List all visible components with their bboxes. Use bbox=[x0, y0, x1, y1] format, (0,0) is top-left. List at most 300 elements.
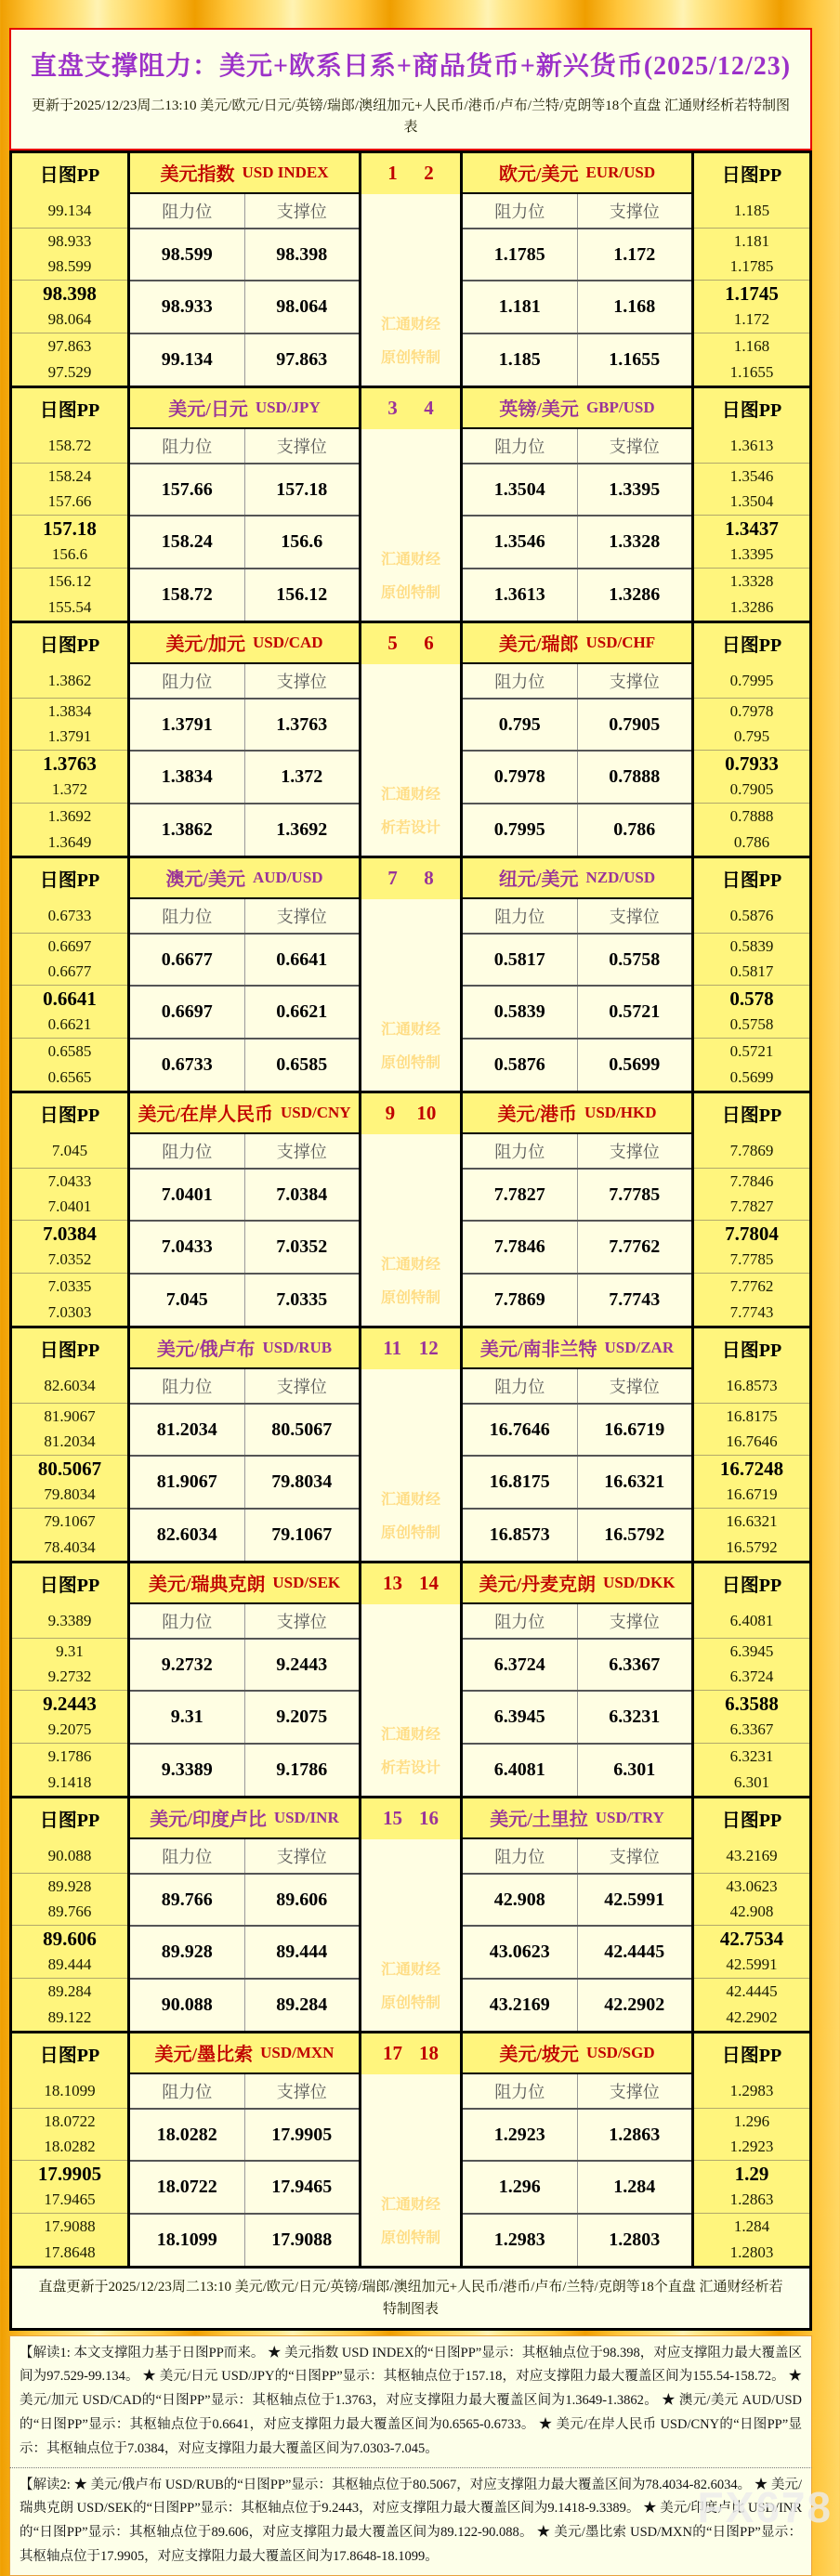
support-header: 支撑位 bbox=[577, 899, 692, 933]
pair-name-cn: 美元/土里拉 bbox=[490, 1810, 588, 1831]
pp-value: 6.3724 bbox=[729, 1667, 774, 1686]
support-value: 1.372 bbox=[244, 752, 360, 803]
level-row bbox=[463, 1875, 691, 1928]
pair-title bbox=[463, 1798, 691, 1839]
pp-pivot-value: 1.3763 bbox=[43, 752, 97, 775]
pair-title bbox=[130, 1328, 359, 1369]
pp-value: 1.3834 bbox=[47, 701, 92, 720]
pp-column-left bbox=[12, 623, 127, 856]
footer-update-line: 直盘更新于2025/12/23周二13:10 美元/欧元/日元/英镑/瑞郎/澳纽加元+人民币/港币/卢布/兰特/克朗等18个直盘 汇通财经析若特制图表 bbox=[9, 2266, 812, 2331]
resistance-value: 1.3834 bbox=[161, 766, 213, 788]
pp-column-right bbox=[694, 388, 809, 621]
brand-watermark-line2: 析若设计 bbox=[380, 819, 440, 836]
support-value: 42.2902 bbox=[577, 1980, 692, 2031]
pp-value: 7.0335 bbox=[47, 1276, 92, 1295]
pp-value: 0.6677 bbox=[47, 962, 92, 981]
resistance-value: 0.795 bbox=[498, 713, 541, 735]
pp-value: 9.2732 bbox=[47, 1667, 92, 1686]
pair-title bbox=[463, 1093, 691, 1134]
support-value: 17.9905 bbox=[244, 2110, 360, 2161]
level-row bbox=[463, 1980, 691, 2031]
support-value: 16.6321 bbox=[577, 1457, 692, 1508]
pp-header: 日图PP bbox=[721, 400, 782, 422]
pp-value: 7.045 bbox=[51, 1141, 88, 1159]
level-row bbox=[130, 464, 359, 517]
support-value: 7.7743 bbox=[577, 1275, 692, 1326]
pair-name-en: USD/SGD bbox=[585, 2043, 655, 2061]
pair-name-en: AUD/USD bbox=[253, 868, 323, 886]
pp-value: 18.0722 bbox=[44, 2112, 96, 2130]
fx678-watermark: FX678 bbox=[697, 2483, 833, 2531]
pp-value: 43.0623 bbox=[726, 1876, 778, 1895]
support-header: 支撑位 bbox=[244, 429, 360, 463]
pp-value: 156.6 bbox=[51, 545, 88, 564]
level-row bbox=[130, 1927, 359, 1980]
brand-watermark-line1: 汇通财经 bbox=[380, 2197, 440, 2214]
pp-value: 9.1786 bbox=[47, 1746, 92, 1765]
pp-value: 1.185 bbox=[733, 201, 770, 219]
pp-value: 7.0433 bbox=[47, 1171, 92, 1190]
level-row bbox=[463, 1927, 691, 1980]
pair-name-en: USD/INR bbox=[273, 1808, 339, 1826]
brand-watermark-line1: 汇通财经 bbox=[380, 1962, 440, 1979]
pp-column-left bbox=[12, 1093, 127, 1326]
pp-value: 16.8175 bbox=[726, 1406, 778, 1425]
pp-value: 1.3395 bbox=[729, 545, 774, 564]
level-row bbox=[130, 1170, 359, 1223]
level-row bbox=[463, 281, 691, 334]
pp-value: 16.8573 bbox=[726, 1376, 778, 1394]
level-row bbox=[463, 2110, 691, 2163]
level-row bbox=[463, 2215, 691, 2266]
pair-index-left: 13 bbox=[383, 1572, 402, 1595]
pp-value: 16.5792 bbox=[726, 1537, 778, 1556]
pp-value: 1.3791 bbox=[47, 727, 92, 746]
brand-watermark bbox=[381, 1249, 440, 1325]
pp-value: 17.9088 bbox=[44, 2216, 96, 2235]
resistance-header: 阻力位 bbox=[494, 437, 545, 456]
index-column bbox=[361, 388, 460, 621]
pair-name-cn: 美元/瑞郎 bbox=[498, 634, 579, 656]
note-2: 【解读2: ★ 美元/俄卢布 USD/RUB的“日图PP”显示：其枢轴点位于80.5067，对应支撑阻力最大覆盖区间为78.4034-82.6034。 ★ 美元/瑞典克朗 USD/SEK的“日图PP”显示：其枢轴点位于9.2443，对应支撑阻力最大覆盖区间为9.1418-9.3389。 ★ 美元/印度卢比 USD/INR的“日图PP”显示：其枢轴点位于89.606，对应支撑阻力最大覆盖区间为89.122-90.088。 ★ 美元/墨比索 USD/MXN的“日图PP”显示：其枢轴点位于17.9905，对应支撑阻力最大覆盖区间为17.8648-18.1099。 bbox=[9, 2467, 812, 2576]
pp-value: 1.3328 bbox=[729, 571, 774, 590]
pp-value: 17.8648 bbox=[44, 2243, 96, 2261]
resistance-value: 9.31 bbox=[170, 1706, 203, 1728]
pp-column-left bbox=[12, 1328, 127, 1561]
pair-index-right: 4 bbox=[424, 397, 434, 420]
pp-pivot-value: 17.9905 bbox=[37, 2162, 102, 2185]
pp-value: 0.5817 bbox=[729, 962, 774, 981]
pair-title bbox=[463, 623, 691, 664]
pp-value: 158.24 bbox=[47, 466, 92, 485]
resistance-header: 阻力位 bbox=[162, 202, 213, 221]
pair-name-cn: 美元/瑞典克朗 bbox=[148, 1575, 266, 1596]
pair-index-right: 16 bbox=[419, 1807, 439, 1830]
support-value: 1.172 bbox=[577, 229, 692, 281]
resistance-value: 16.8573 bbox=[489, 1523, 550, 1545]
support-header: 支撑位 bbox=[577, 1839, 692, 1873]
pair-name-en: USD/TRY bbox=[595, 1808, 664, 1826]
pp-value: 1.3692 bbox=[47, 806, 92, 825]
level-row bbox=[463, 935, 691, 987]
pair-table-left bbox=[130, 388, 359, 621]
pp-header: 日图PP bbox=[721, 165, 782, 187]
pair-name-cn: 美元/俄卢布 bbox=[156, 1340, 256, 1361]
support-header: 支撑位 bbox=[244, 664, 360, 698]
blocks bbox=[9, 150, 812, 2269]
pair-index-left: 3 bbox=[387, 397, 398, 420]
brand-watermark-line2: 原创特制 bbox=[380, 1994, 440, 2011]
pp-header: 日图PP bbox=[39, 1576, 100, 1597]
pp-value: 6.3367 bbox=[729, 1720, 774, 1739]
support-value: 157.18 bbox=[244, 464, 360, 516]
support-value: 79.1067 bbox=[244, 1510, 360, 1561]
pair-table-right bbox=[463, 1798, 691, 2031]
pair-index-left: 5 bbox=[387, 632, 398, 655]
level-row bbox=[130, 1040, 359, 1091]
pair-index-numbers bbox=[361, 623, 460, 664]
pair-index-numbers bbox=[361, 153, 460, 194]
pair-index-numbers bbox=[361, 858, 460, 899]
pp-value: 89.444 bbox=[47, 1955, 92, 1974]
support-value: 1.1655 bbox=[577, 334, 692, 386]
support-header: 支撑位 bbox=[244, 1604, 360, 1638]
pp-value: 98.933 bbox=[47, 231, 92, 250]
resistance-value: 43.0623 bbox=[489, 1942, 550, 1963]
pp-value: 43.2169 bbox=[726, 1846, 778, 1864]
pair-index-right: 12 bbox=[418, 1337, 439, 1360]
currency-block bbox=[9, 386, 812, 623]
level-row bbox=[130, 752, 359, 804]
level-row bbox=[463, 2162, 691, 2215]
level-row bbox=[130, 1457, 359, 1510]
pp-value: 0.6585 bbox=[47, 1041, 92, 1060]
pp-value: 81.9067 bbox=[44, 1406, 96, 1425]
resistance-header: 阻力位 bbox=[162, 907, 213, 926]
resistance-header: 阻力位 bbox=[494, 1612, 545, 1631]
pair-table-right bbox=[463, 1328, 691, 1561]
support-value: 1.3328 bbox=[577, 517, 692, 568]
support-value: 6.3231 bbox=[577, 1692, 692, 1743]
support-value: 0.6585 bbox=[244, 1040, 360, 1091]
brand-watermark bbox=[381, 543, 440, 620]
resistance-header: 阻力位 bbox=[162, 1142, 213, 1161]
pp-value: 0.6621 bbox=[47, 1015, 92, 1034]
pair-index-right: 2 bbox=[424, 162, 434, 185]
support-header: 支撑位 bbox=[577, 2074, 692, 2108]
pp-column-left bbox=[12, 388, 127, 621]
pair-name-en: GBP/USD bbox=[585, 398, 655, 416]
level-row bbox=[130, 2162, 359, 2215]
pp-value: 9.3389 bbox=[47, 1611, 92, 1629]
pp-pivot-value: 9.2443 bbox=[43, 1692, 97, 1715]
support-value: 17.9465 bbox=[244, 2162, 360, 2213]
pp-header: 日图PP bbox=[39, 1340, 100, 1362]
pp-value: 0.5758 bbox=[729, 1015, 774, 1034]
pp-column-right bbox=[694, 1563, 809, 1796]
currency-block bbox=[9, 150, 812, 388]
pp-column-left bbox=[12, 2033, 127, 2266]
pp-header: 日图PP bbox=[39, 1105, 100, 1127]
pair-index-numbers bbox=[361, 1798, 460, 1839]
support-value: 0.7905 bbox=[577, 700, 692, 751]
pp-value: 1.2803 bbox=[729, 2243, 774, 2261]
pp-value: 89.122 bbox=[47, 2007, 92, 2026]
pp-pivot-value: 0.7933 bbox=[725, 752, 779, 775]
resistance-value: 1.185 bbox=[498, 348, 541, 370]
resistance-value: 89.928 bbox=[161, 1942, 213, 1963]
resistance-value: 81.9067 bbox=[156, 1471, 217, 1493]
support-header: 支撑位 bbox=[577, 194, 692, 228]
pp-pivot-value: 0.578 bbox=[729, 987, 774, 1010]
brand-watermark-line2: 原创特制 bbox=[380, 1524, 440, 1541]
brand-watermark-line1: 汇通财经 bbox=[380, 1492, 440, 1509]
pp-column-left bbox=[12, 858, 127, 1091]
pp-value: 99.134 bbox=[47, 201, 92, 219]
brand-watermark bbox=[381, 1719, 440, 1795]
pp-value: 1.2983 bbox=[729, 2081, 774, 2099]
pp-value: 1.3286 bbox=[729, 597, 774, 616]
resistance-value: 16.7646 bbox=[489, 1419, 550, 1440]
pair-index-right: 8 bbox=[424, 867, 434, 890]
support-value: 9.1786 bbox=[244, 1745, 360, 1796]
pair-index-left: 1 bbox=[387, 162, 398, 185]
resistance-value: 99.134 bbox=[161, 348, 213, 370]
pair-title bbox=[463, 1328, 691, 1369]
support-value: 1.2863 bbox=[577, 2110, 692, 2161]
pp-value: 0.7888 bbox=[729, 806, 774, 825]
level-row bbox=[463, 987, 691, 1040]
pair-title bbox=[130, 2033, 359, 2074]
pair-name-cn: 欧元/美元 bbox=[498, 164, 579, 186]
level-row bbox=[463, 1457, 691, 1510]
currency-block bbox=[9, 1796, 812, 2033]
brand-watermark-line1: 汇通财经 bbox=[380, 1257, 440, 1274]
pp-header: 日图PP bbox=[721, 635, 782, 657]
pair-title bbox=[130, 153, 359, 194]
pp-value: 1.3613 bbox=[729, 436, 774, 454]
support-value: 16.5792 bbox=[577, 1510, 692, 1561]
pp-value: 158.72 bbox=[47, 436, 92, 454]
support-value: 156.6 bbox=[244, 517, 360, 568]
pair-index-numbers bbox=[361, 1563, 460, 1604]
resistance-value: 1.3862 bbox=[161, 818, 213, 840]
pp-pivot-value: 1.1745 bbox=[725, 281, 779, 305]
pp-value: 42.5991 bbox=[726, 1955, 778, 1974]
level-row bbox=[463, 700, 691, 752]
level-row bbox=[463, 752, 691, 804]
pair-index-numbers bbox=[361, 388, 460, 429]
pp-value: 0.5721 bbox=[729, 1041, 774, 1060]
pp-value: 97.529 bbox=[47, 362, 92, 381]
support-value: 1.3286 bbox=[577, 569, 692, 621]
pair-index-left: 9 bbox=[385, 1102, 396, 1125]
support-value: 1.3763 bbox=[244, 700, 360, 751]
resistance-value: 7.7846 bbox=[493, 1236, 545, 1258]
pair-name-en: USD INDEX bbox=[242, 163, 329, 181]
pair-table-right bbox=[463, 1093, 691, 1326]
level-row bbox=[463, 1405, 691, 1458]
currency-block bbox=[9, 1326, 812, 1563]
level-row bbox=[130, 1275, 359, 1326]
pp-header: 日图PP bbox=[39, 635, 100, 657]
resistance-header: 阻力位 bbox=[162, 2082, 213, 2101]
pp-value: 0.6697 bbox=[47, 936, 92, 955]
currency-block bbox=[9, 621, 812, 858]
pair-table-right bbox=[463, 858, 691, 1091]
brand-watermark-line2: 原创特制 bbox=[380, 1054, 440, 1071]
brand-watermark-line2: 析若设计 bbox=[380, 1759, 440, 1776]
support-value: 0.786 bbox=[577, 804, 692, 856]
pp-pivot-value: 157.18 bbox=[43, 517, 97, 540]
pair-name-en: NZD/USD bbox=[585, 868, 656, 886]
pair-name-en: USD/MXN bbox=[260, 2043, 335, 2061]
pair-index-right: 10 bbox=[416, 1102, 437, 1125]
resistance-value: 158.72 bbox=[161, 583, 213, 605]
level-row bbox=[130, 2215, 359, 2266]
pp-pivot-value: 98.398 bbox=[43, 281, 97, 305]
level-row bbox=[463, 517, 691, 569]
pp-value: 9.1418 bbox=[47, 1772, 92, 1791]
resistance-value: 18.0722 bbox=[156, 2177, 217, 2198]
pair-title bbox=[463, 2033, 691, 2074]
resistance-value: 0.6733 bbox=[161, 1053, 213, 1075]
pair-index-left: 11 bbox=[383, 1337, 402, 1360]
pp-value: 97.863 bbox=[47, 336, 92, 355]
pp-value: 7.7762 bbox=[729, 1276, 774, 1295]
pair-index-right: 14 bbox=[419, 1572, 439, 1595]
level-row bbox=[130, 1510, 359, 1561]
brand-watermark-line2: 原创特制 bbox=[380, 2229, 440, 2246]
pp-header: 日图PP bbox=[721, 870, 782, 892]
level-row bbox=[130, 935, 359, 987]
pp-header: 日图PP bbox=[721, 1105, 782, 1127]
support-value: 6.301 bbox=[577, 1745, 692, 1796]
support-header: 支撑位 bbox=[244, 1134, 360, 1168]
pair-title bbox=[463, 1563, 691, 1604]
pp-value: 16.6321 bbox=[726, 1511, 778, 1530]
pp-value: 7.0352 bbox=[47, 1250, 92, 1269]
resistance-value: 6.3945 bbox=[493, 1706, 545, 1728]
resistance-value: 18.1099 bbox=[156, 2229, 217, 2250]
level-row bbox=[130, 334, 359, 386]
pp-value: 89.928 bbox=[47, 1876, 92, 1895]
level-row bbox=[463, 1170, 691, 1223]
resistance-value: 7.045 bbox=[165, 1288, 208, 1310]
brand-watermark-line2: 原创特制 bbox=[380, 349, 440, 366]
pp-header: 日图PP bbox=[721, 1576, 782, 1597]
resistance-value: 98.599 bbox=[161, 243, 213, 265]
index-column bbox=[361, 1328, 460, 1561]
level-row bbox=[130, 517, 359, 569]
pp-value: 6.3945 bbox=[729, 1641, 774, 1660]
support-value: 7.0352 bbox=[244, 1222, 360, 1273]
index-column bbox=[361, 1563, 460, 1796]
brand-watermark-line1: 汇通财经 bbox=[380, 1022, 440, 1039]
currency-block bbox=[9, 1091, 812, 1328]
support-value: 7.0384 bbox=[244, 1170, 360, 1221]
resistance-header: 阻力位 bbox=[494, 2082, 545, 2101]
pp-pivot-value: 7.7804 bbox=[725, 1222, 779, 1245]
index-column bbox=[361, 1798, 460, 2031]
level-row bbox=[130, 700, 359, 752]
pair-title bbox=[130, 1093, 359, 1134]
pp-value: 17.9465 bbox=[44, 2190, 96, 2209]
pair-index-left: 17 bbox=[383, 2042, 402, 2065]
pair-title bbox=[130, 1798, 359, 1839]
resistance-value: 7.0433 bbox=[161, 1236, 213, 1258]
support-header: 支撑位 bbox=[577, 1134, 692, 1168]
level-row bbox=[463, 1222, 691, 1275]
resistance-header: 阻力位 bbox=[494, 1847, 545, 1866]
support-value: 80.5067 bbox=[244, 1405, 360, 1456]
resistance-header: 阻力位 bbox=[494, 1377, 545, 1396]
support-value: 97.863 bbox=[244, 334, 360, 386]
pp-value: 1.3649 bbox=[47, 832, 92, 851]
title-box bbox=[9, 28, 812, 150]
pair-name-cn: 美元/墨比索 bbox=[154, 2045, 254, 2066]
resistance-value: 157.66 bbox=[161, 478, 213, 500]
pp-value: 6.301 bbox=[733, 1772, 770, 1791]
pp-pivot-value: 42.7534 bbox=[719, 1927, 784, 1950]
pair-index-right: 18 bbox=[419, 2042, 439, 2065]
pp-value: 1.2863 bbox=[729, 2190, 774, 2209]
resistance-header: 阻力位 bbox=[162, 1377, 213, 1396]
level-row bbox=[130, 1405, 359, 1458]
pp-header: 日图PP bbox=[39, 165, 100, 187]
level-row bbox=[463, 1745, 691, 1796]
support-header: 支撑位 bbox=[244, 1369, 360, 1403]
pair-index-left: 7 bbox=[387, 867, 398, 890]
resistance-header: 阻力位 bbox=[494, 1142, 545, 1161]
pp-header: 日图PP bbox=[721, 1811, 782, 1832]
pp-pivot-value: 16.7248 bbox=[719, 1457, 784, 1480]
brand-watermark-line1: 汇通财经 bbox=[380, 1727, 440, 1744]
pp-column-right bbox=[694, 623, 809, 856]
resistance-value: 90.088 bbox=[161, 1994, 213, 2015]
resistance-value: 158.24 bbox=[161, 531, 213, 553]
pp-column-left bbox=[12, 1563, 127, 1796]
pair-name-en: USD/RUB bbox=[262, 1338, 333, 1356]
content-frame bbox=[9, 28, 812, 2576]
pair-name-cn: 美元/在岸人民币 bbox=[138, 1105, 273, 1126]
pp-value: 42.4445 bbox=[726, 1981, 778, 2000]
support-value: 9.2443 bbox=[244, 1640, 360, 1691]
pp-value: 156.12 bbox=[47, 571, 92, 590]
pp-pivot-value: 7.0384 bbox=[43, 1222, 97, 1245]
level-row bbox=[463, 334, 691, 386]
pp-value: 0.5699 bbox=[729, 1067, 774, 1086]
pair-title bbox=[463, 153, 691, 194]
pp-value: 1.3546 bbox=[729, 466, 774, 485]
pair-name-en: USD/DKK bbox=[603, 1573, 676, 1591]
pair-table-right bbox=[463, 1563, 691, 1796]
pp-value: 7.7827 bbox=[729, 1197, 774, 1216]
pp-pivot-value: 1.3437 bbox=[725, 517, 779, 540]
pp-column-left bbox=[12, 1798, 127, 2031]
pair-table-left bbox=[130, 623, 359, 856]
pair-name-en: USD/SEK bbox=[272, 1573, 341, 1591]
brand-watermark bbox=[381, 1013, 440, 1090]
brand-watermark bbox=[381, 1484, 440, 1560]
resistance-header: 阻力位 bbox=[162, 437, 213, 456]
page-title: 直盘支撑阻力：美元+欧系日系+商品货币+新兴货币(2025/12/23) bbox=[30, 52, 792, 81]
support-value: 0.5721 bbox=[577, 987, 692, 1038]
pair-index-numbers bbox=[361, 2033, 460, 2074]
brand-watermark bbox=[381, 778, 440, 855]
support-value: 7.7762 bbox=[577, 1222, 692, 1273]
pp-pivot-value: 80.5067 bbox=[37, 1457, 102, 1480]
